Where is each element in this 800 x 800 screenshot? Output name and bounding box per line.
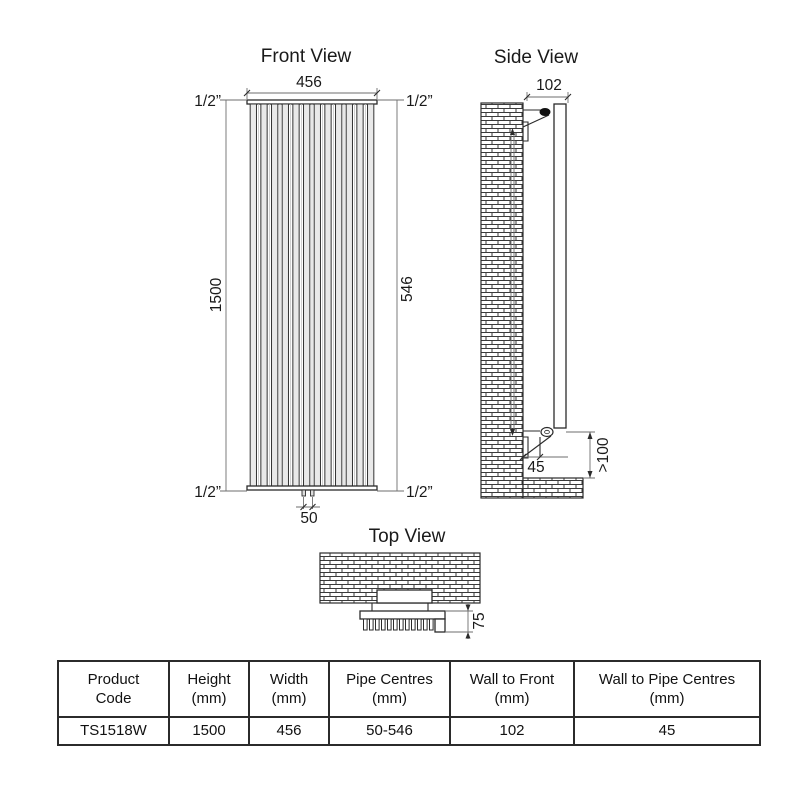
connection-size-bottom-right: 1/2” — [406, 484, 433, 501]
radiator-plan-tube — [400, 619, 404, 630]
radiator-tube — [250, 104, 256, 486]
depth-label: 75 — [471, 612, 488, 630]
floor-clearance-label: >100 — [595, 437, 612, 473]
top-wall-bracket — [523, 108, 551, 141]
radiator-plan-tube — [388, 619, 392, 630]
radiator-tube — [346, 104, 352, 486]
height-dimension-label: 1500 — [208, 277, 225, 313]
radiator-tubes — [250, 104, 374, 486]
pipe-spacing-label: 50 — [300, 510, 318, 527]
spec-value-width: 456 — [249, 717, 329, 745]
radiator-tube — [314, 104, 320, 486]
radiator-tube — [282, 104, 288, 486]
radiator-plan-tube — [376, 619, 380, 630]
floor-section — [523, 478, 583, 498]
radiator-tube — [336, 104, 342, 486]
front-view-pipe-spacing-dimension — [296, 497, 320, 527]
front-view-title: Front View — [260, 46, 352, 67]
front-view-radiator — [247, 100, 377, 496]
side-view-title: Side View — [493, 47, 579, 68]
radiator-tube — [293, 104, 299, 486]
spec-header-width: Width (mm) — [249, 661, 329, 717]
spec-value-pipe-centres: 50-546 — [329, 717, 450, 745]
radiator-plan-tubes — [364, 619, 434, 630]
spec-value-wall-to-front: 102 — [450, 717, 574, 745]
side-view-wall-to-front-dimension — [524, 77, 571, 103]
spec-value-product-code: TS1518W — [58, 717, 169, 745]
spec-value-row — [58, 717, 760, 745]
spec-value-height: 1500 — [169, 717, 249, 745]
spec-header-product-code: Product Code — [58, 661, 169, 717]
radiator-plan-tube — [406, 619, 410, 630]
radiator-plan — [360, 611, 445, 632]
radiator-plan-end-cap — [435, 619, 445, 632]
front-view-width-dimension — [244, 74, 380, 99]
radiator-tube — [304, 104, 310, 486]
bottom-pipe-stub — [302, 490, 306, 496]
spec-header-height: Height (mm) — [169, 661, 249, 717]
spec-header-wall-to-front: Wall to Front (mm) — [450, 661, 574, 717]
front-view — [194, 46, 432, 527]
bottom-wall-bracket — [523, 428, 553, 459]
front-view-pipe-centres-dimension — [377, 100, 416, 491]
radiator-side-profile — [554, 104, 566, 428]
radiator-tube — [325, 104, 331, 486]
top-view-title: Top View — [368, 526, 446, 547]
connection-size-top-right: 1/2” — [406, 93, 433, 110]
bottom-pipe-stub — [311, 490, 315, 496]
radiator-plan-tube — [430, 619, 434, 630]
bracket-fixing-knob — [540, 108, 551, 116]
front-view-height-dimension — [208, 100, 247, 491]
radiator-plan-tube — [412, 619, 416, 630]
radiator-bottom-header — [247, 486, 377, 490]
radiator-top-header — [247, 100, 377, 104]
side-view-wall-to-pipe-dimension — [520, 454, 568, 476]
radiator-plan-tube — [370, 619, 374, 630]
wall-to-pipe-centres-label: 45 — [527, 459, 545, 476]
side-view — [481, 47, 612, 498]
radiator-plan-tube — [382, 619, 386, 630]
radiator-tube — [261, 104, 267, 486]
valve — [541, 428, 553, 437]
radiator-plan-tube — [418, 619, 422, 630]
radiator-plan-header — [360, 611, 445, 619]
top-view — [320, 526, 488, 639]
wall-section — [481, 103, 523, 498]
top-view-depth-dimension — [445, 604, 488, 639]
width-dimension-label: 456 — [296, 74, 322, 91]
radiator-plan-tube — [364, 619, 368, 630]
spec-header-wall-to-pipe-centres: Wall to Pipe Centres (mm) — [574, 661, 760, 717]
connection-size-bottom-left: 1/2” — [194, 484, 221, 501]
side-view-floor-clearance-dimension — [566, 432, 612, 478]
bracket-connectors — [372, 603, 428, 611]
spec-header-row — [58, 661, 760, 717]
radiator-plan-tube — [394, 619, 398, 630]
radiator-tube — [357, 104, 363, 486]
embedded-bracket-plate — [377, 590, 432, 603]
radiator-plan-tube — [424, 619, 428, 630]
connection-size-top-left: 1/2” — [194, 93, 221, 110]
pipe-centres-max-label: 546 — [399, 276, 416, 302]
wall-to-front-label: 102 — [536, 77, 562, 94]
radiator-tube — [272, 104, 278, 486]
spec-header-pipe-centres: Pipe Centres (mm) — [329, 661, 450, 717]
specification-table — [57, 660, 761, 746]
spec-value-wall-to-pipe-centres: 45 — [574, 717, 760, 745]
radiator-tube — [368, 104, 374, 486]
